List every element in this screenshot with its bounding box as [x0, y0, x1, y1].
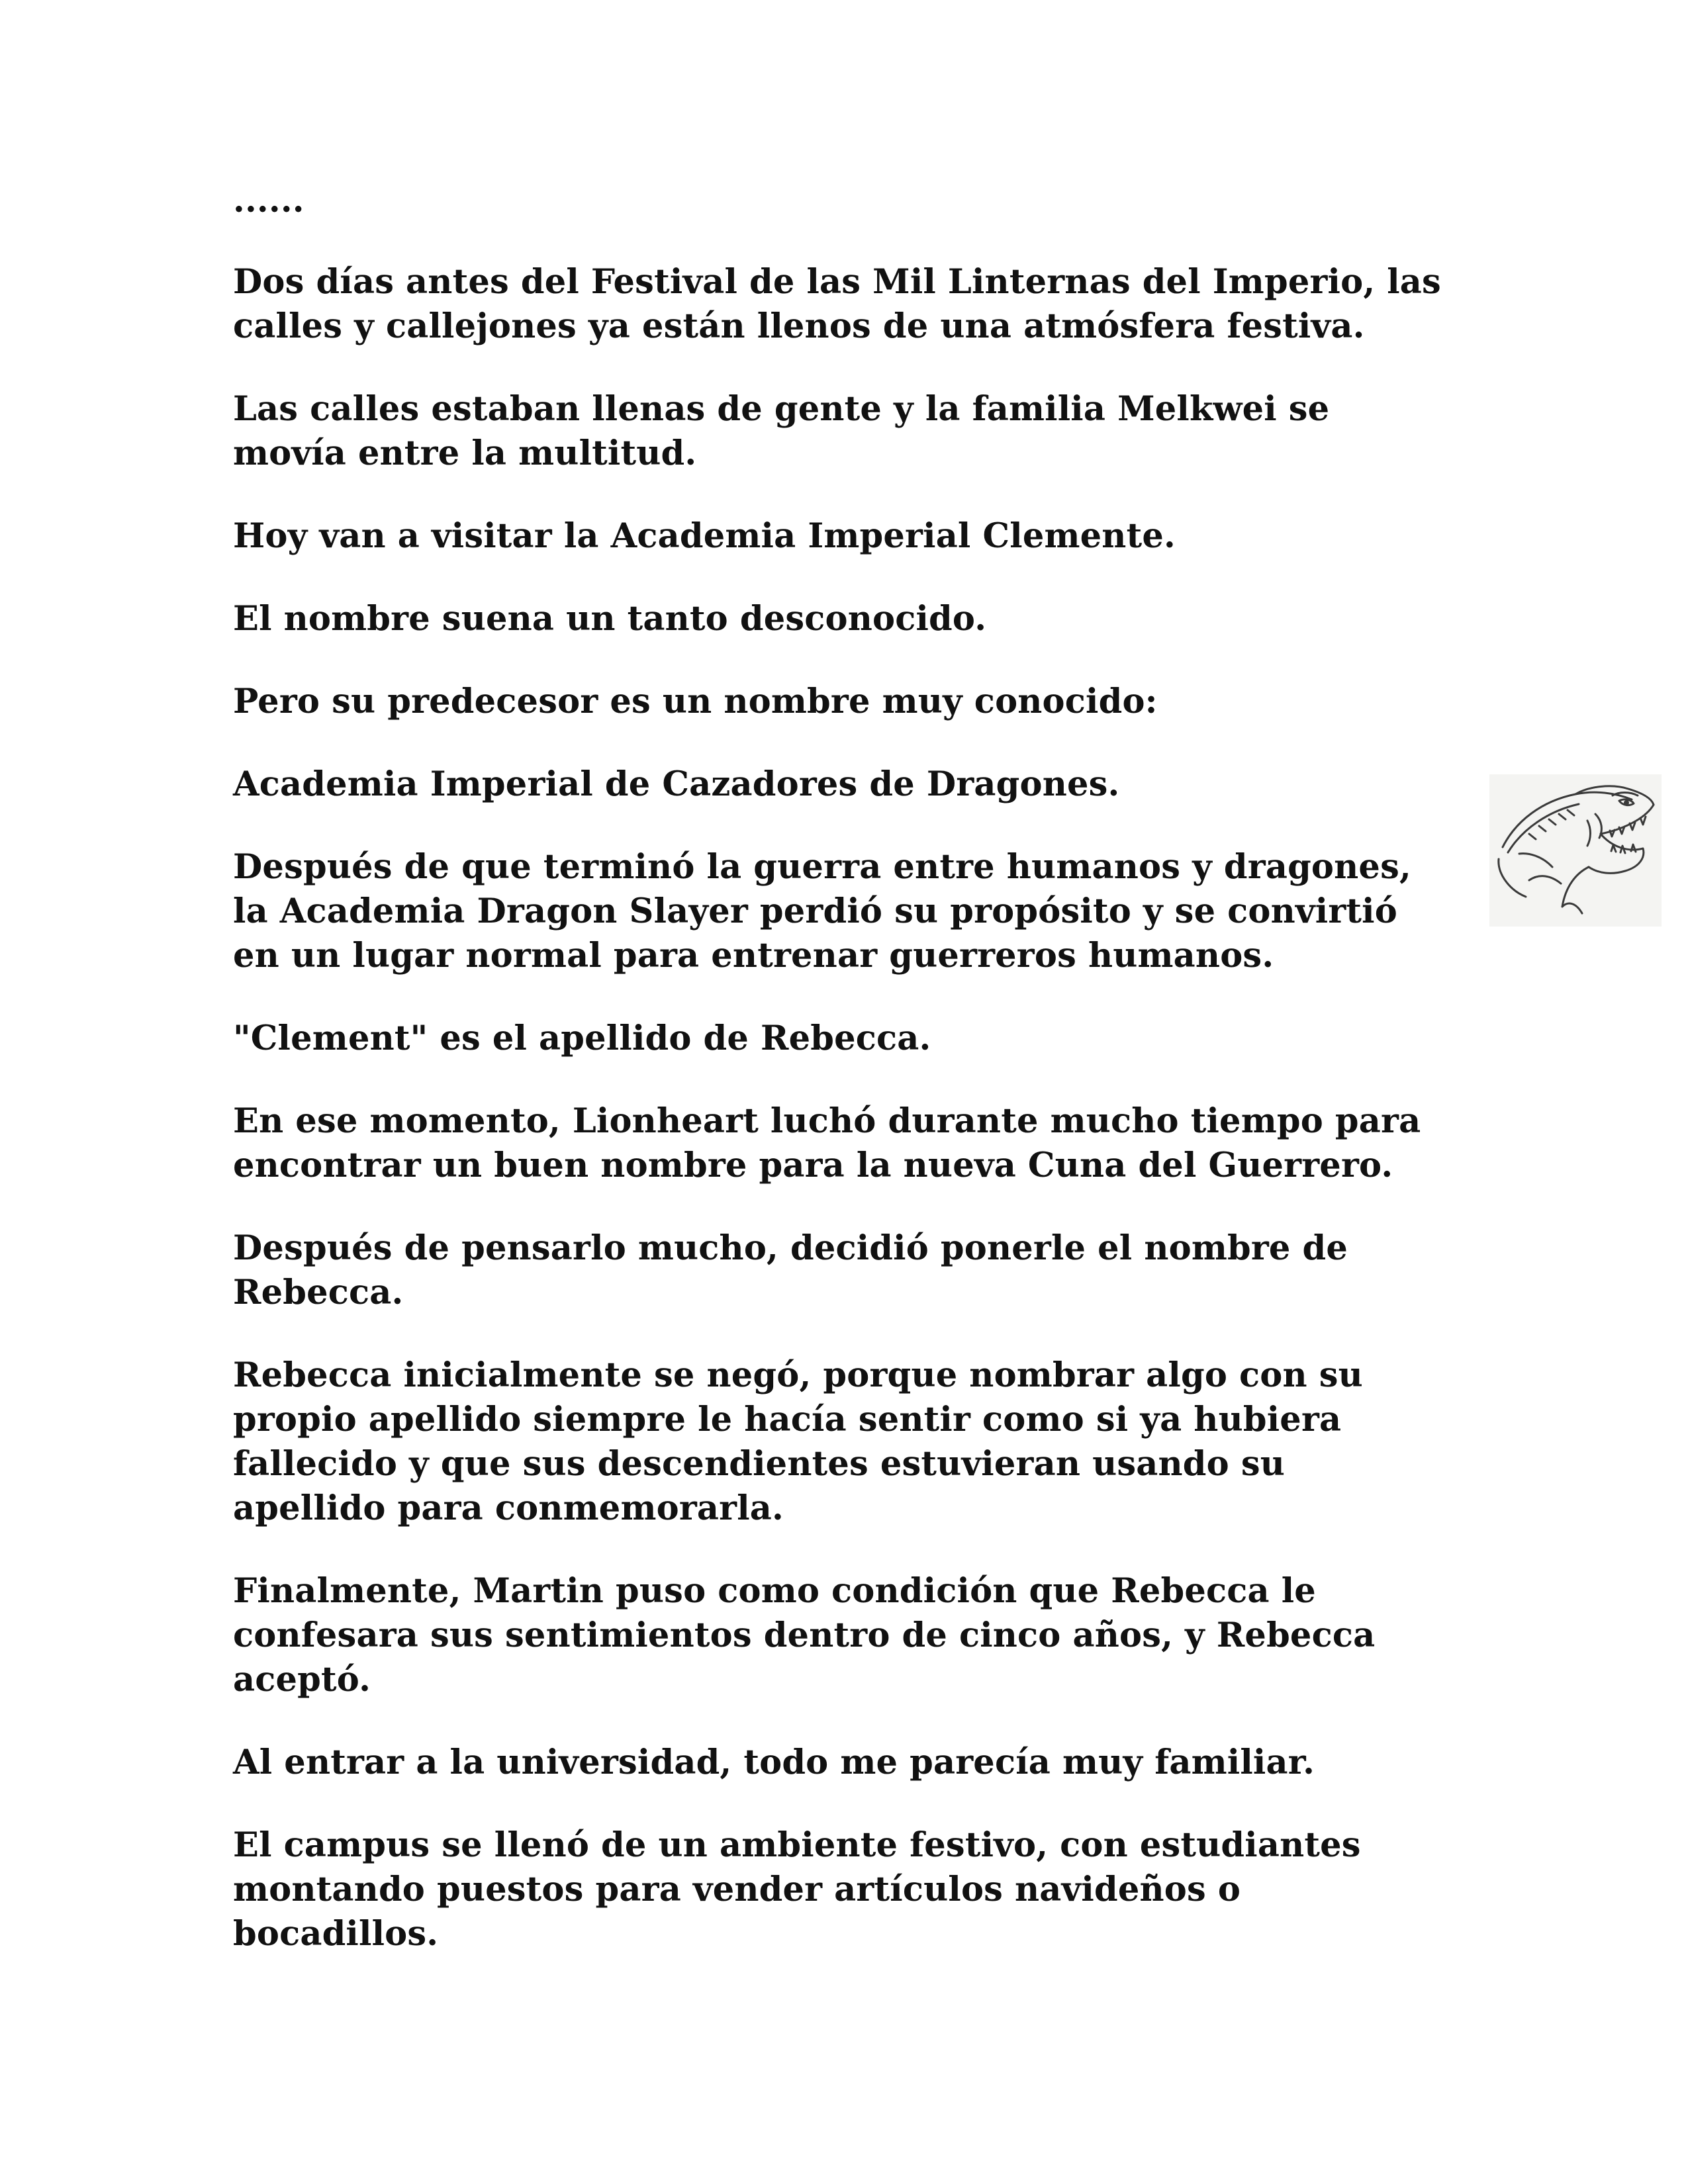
- paragraph: Academia Imperial de Cazadores de Dragones.: [233, 764, 1120, 804]
- paragraph: El campus se llenó de un ambiente festivo, con estudiantes montando puestos para vender artículos navideños o bocadillos.: [233, 1825, 1361, 1954]
- paragraph: "Clement" es el apellido de Rebecca.: [233, 1019, 931, 1058]
- document-body: [233, 179, 1477, 1995]
- paragraph: Después de que terminó la guerra entre humanos y dragones, la Academia Dragon Slayer perdió su propósito y se convirtió en un lugar normal para entrenar guerreros humanos.: [233, 847, 1411, 976]
- dinosaur-head-sketch-icon: [1489, 774, 1662, 927]
- paragraph: Las calles estaban llenas de gente y la familia Melkwei se movía entre la multitud.: [233, 389, 1330, 473]
- paragraph: Dos días antes del Festival de las Mil Linternas del Imperio, las calles y callejones ya están llenos de una atmósfera festiva.: [233, 262, 1441, 346]
- paragraph-ellipsis: ......: [233, 181, 305, 220]
- paragraph: En ese momento, Lionheart luchó durante mucho tiempo para encontrar un buen nombre para la nueva Cuna del Guerrero.: [233, 1101, 1421, 1185]
- paragraph: Hoy van a visitar la Academia Imperial Clemente.: [233, 516, 1176, 556]
- paragraph: El nombre suena un tanto desconocido.: [233, 599, 987, 639]
- paragraph: Al entrar a la universidad, todo me parecía muy familiar.: [233, 1743, 1315, 1782]
- paragraph: Rebecca inicialmente se negó, porque nombrar algo con su propio apellido siempre le hacía sentir como si ya hubiera fallecido y que sus descendientes estuvieran usando su apellido para conmemorarla.: [233, 1355, 1363, 1528]
- paragraph: Finalmente, Martin puso como condición que Rebecca le confesara sus sentimientos dentro de cinco años, y Rebecca aceptó.: [233, 1571, 1376, 1700]
- paragraph: Después de pensarlo mucho, decidió ponerle el nombre de Rebecca.: [233, 1228, 1348, 1312]
- paragraph: Pero su predecesor es un nombre muy conocido:: [233, 682, 1158, 721]
